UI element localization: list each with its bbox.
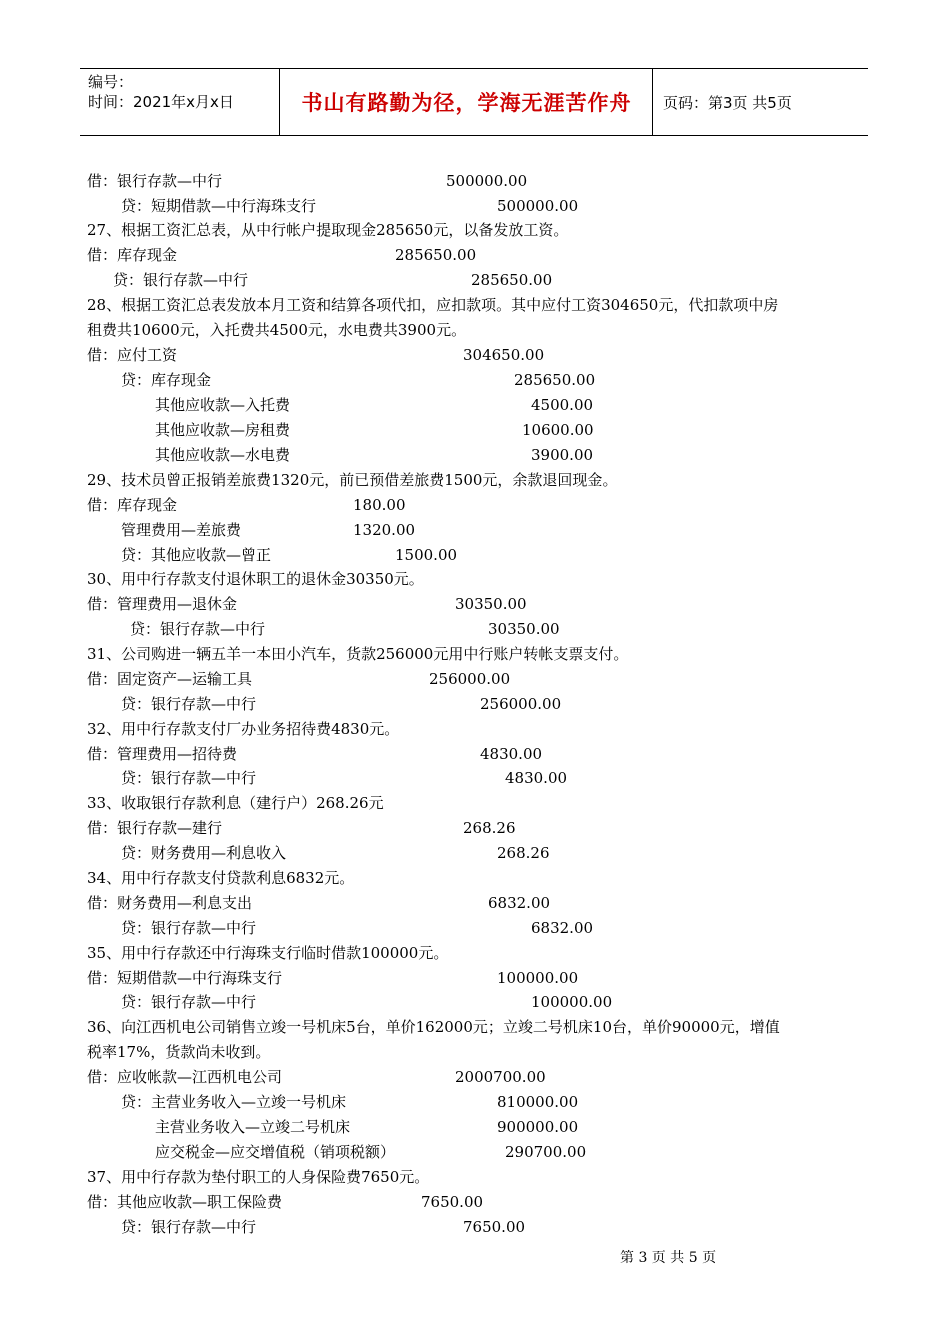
entry-amount: 256000.00 bbox=[429, 670, 511, 688]
entry-line: 贷：银行存款—中行 bbox=[113, 271, 249, 289]
entry-line: 借：固定资产—运输工具 bbox=[87, 670, 253, 688]
transaction-description: 37、用中行存款为垫付职工的人身保险费7650元。 bbox=[87, 1168, 430, 1186]
entry-amount: 285650.00 bbox=[514, 371, 596, 389]
header-motto: 书山有路勤为径，学海无涯苦作舟 bbox=[281, 69, 653, 135]
entry-amount: 285650.00 bbox=[395, 246, 477, 264]
entry-line: 管理费用—差旅费 bbox=[121, 521, 242, 539]
entry-line: 借：管理费用—招待费 bbox=[87, 745, 238, 763]
entry-line: 贷：银行存款—中行 bbox=[121, 769, 257, 787]
header-page-label: 页码：第3页 共5页 bbox=[663, 93, 792, 112]
transaction-description: 36、向江西机电公司销售立竣一号机床5台，单价162000元；立竣二号机床10台，单价90000元，增值 bbox=[87, 1018, 780, 1036]
entry-amount: 2000700.00 bbox=[455, 1068, 546, 1086]
entry-line: 贷：银行存款—中行 bbox=[121, 993, 257, 1011]
entry-line: 贷：财务费用—利息收入 bbox=[121, 844, 287, 862]
entry-line: 其他应收款—房租费 bbox=[155, 421, 291, 439]
entry-amount: 100000.00 bbox=[497, 969, 579, 987]
entry-line: 借：银行存款—建行 bbox=[87, 819, 223, 837]
transaction-description: 35、用中行存款还中行海珠支行临时借款100000元。 bbox=[87, 944, 449, 962]
entry-amount: 100000.00 bbox=[531, 993, 613, 1011]
transaction-description: 28、根据工资汇总表发放本月工资和结算各项代扣，应扣款项。其中应付工资304650元，代扣款项中房 bbox=[87, 296, 779, 314]
entry-line: 贷：库存现金 bbox=[121, 371, 212, 389]
entry-line: 贷：短期借款—中行海珠支行 bbox=[121, 197, 317, 215]
entry-amount: 900000.00 bbox=[497, 1118, 579, 1136]
entry-amount: 7650.00 bbox=[421, 1193, 484, 1211]
entry-amount: 7650.00 bbox=[463, 1218, 526, 1236]
entry-line: 借：库存现金 bbox=[87, 496, 178, 514]
entry-amount: 6832.00 bbox=[531, 919, 594, 937]
entry-amount: 30350.00 bbox=[455, 595, 527, 613]
entry-line: 主营业务收入—立竣二号机床 bbox=[155, 1118, 351, 1136]
entry-line: 应交税金—应交增值税（销项税额） bbox=[155, 1143, 396, 1161]
entry-line: 贷：银行存款—中行 bbox=[121, 695, 257, 713]
transaction-description: 租费共10600元，入托费共4500元，水电费共3900元。 bbox=[87, 321, 467, 339]
entry-line: 其他应收款—水电费 bbox=[155, 446, 291, 464]
entry-line: 借：应付工资 bbox=[87, 346, 178, 364]
entry-amount: 500000.00 bbox=[446, 172, 528, 190]
entry-line: 贷：银行存款—中行 bbox=[121, 1218, 257, 1236]
entry-amount: 1320.00 bbox=[353, 521, 416, 539]
header-meta-cell bbox=[80, 69, 280, 135]
transaction-description: 29、技术员曾正报销差旅费1320元，前已预借差旅费1500元，余款退回现金。 bbox=[87, 471, 618, 489]
transaction-description: 税率17%，货款尚未收到。 bbox=[87, 1043, 271, 1061]
entry-amount: 180.00 bbox=[353, 496, 406, 514]
transaction-description: 27、根据工资汇总表，从中行帐户提取现金285650元，以备发放工资。 bbox=[87, 221, 569, 239]
entry-line: 贷：主营业务收入—立竣一号机床 bbox=[121, 1093, 347, 1111]
entry-amount: 290700.00 bbox=[505, 1143, 587, 1161]
entry-line: 贷：其他应收款—曾正 bbox=[121, 546, 272, 564]
entry-amount: 285650.00 bbox=[471, 271, 553, 289]
transaction-description: 33、收取银行存款利息（建行户）268.26元 bbox=[87, 794, 384, 812]
entry-line: 贷：银行存款—中行 bbox=[130, 620, 266, 638]
entry-line: 借：应收帐款—江西机电公司 bbox=[87, 1068, 283, 1086]
entry-line: 贷：银行存款—中行 bbox=[121, 919, 257, 937]
entry-amount: 10600.00 bbox=[522, 421, 594, 439]
entry-amount: 4830.00 bbox=[480, 745, 543, 763]
entry-amount: 810000.00 bbox=[497, 1093, 579, 1111]
entry-amount: 304650.00 bbox=[463, 346, 545, 364]
entry-amount: 3900.00 bbox=[531, 446, 594, 464]
entry-line: 其他应收款—入托费 bbox=[155, 396, 291, 414]
entry-amount: 268.26 bbox=[463, 819, 516, 837]
entry-line: 借：短期借款—中行海珠支行 bbox=[87, 969, 283, 987]
entry-line: 借：库存现金 bbox=[87, 246, 178, 264]
transaction-description: 34、用中行存款支付贷款利息6832元。 bbox=[87, 869, 355, 887]
entry-amount: 500000.00 bbox=[497, 197, 579, 215]
entry-amount: 4500.00 bbox=[531, 396, 594, 414]
transaction-description: 31、公司购进一辆五羊一本田小汽车，货款256000元用中行账户转帐支票支付。 bbox=[87, 645, 629, 663]
doc-time-label: 时间：2021年x月x日 bbox=[88, 93, 234, 111]
entry-line: 借：其他应收款—职工保险费 bbox=[87, 1193, 283, 1211]
page-footer: 第 3 页 共 5 页 bbox=[620, 1250, 717, 1266]
entry-amount: 4830.00 bbox=[505, 769, 568, 787]
transaction-description: 32、用中行存款支付厂办业务招待费4830元。 bbox=[87, 720, 400, 738]
entry-line: 借：管理费用—退休金 bbox=[87, 595, 238, 613]
entry-line: 借：银行存款—中行 bbox=[87, 172, 223, 190]
doc-number-label: 编号： bbox=[88, 73, 134, 91]
entry-amount: 1500.00 bbox=[395, 546, 458, 564]
transaction-description: 30、用中行存款支付退休职工的退休金30350元。 bbox=[87, 570, 424, 588]
entry-amount: 256000.00 bbox=[480, 695, 562, 713]
entry-line: 借：财务费用—利息支出 bbox=[87, 894, 253, 912]
entry-amount: 30350.00 bbox=[488, 620, 560, 638]
entry-amount: 6832.00 bbox=[488, 894, 551, 912]
entry-amount: 268.26 bbox=[497, 844, 550, 862]
page-header bbox=[80, 68, 868, 136]
